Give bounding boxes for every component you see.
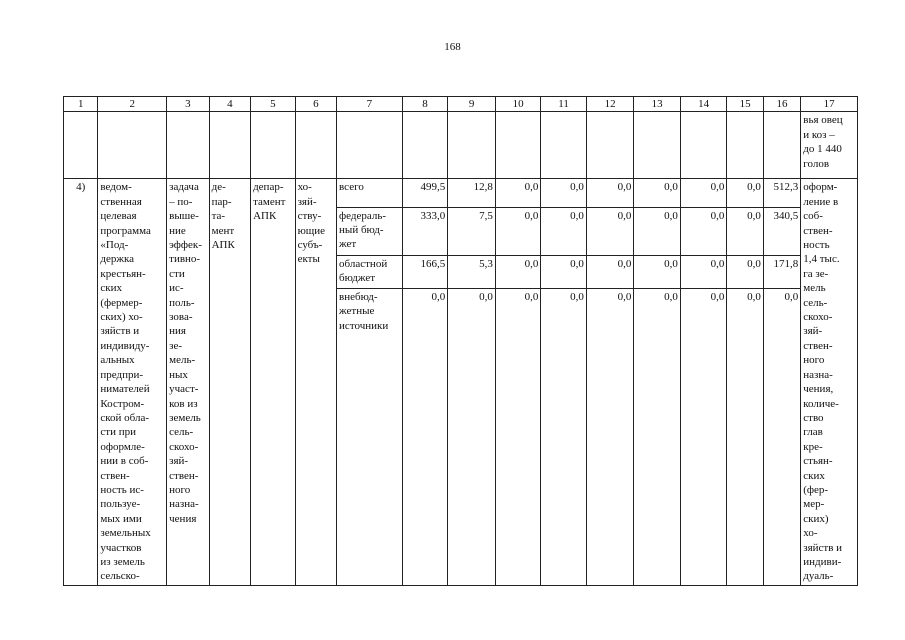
value-cell: 0,0 (680, 207, 727, 255)
table-row (64, 179, 858, 207)
header-cell-4: 4 (209, 97, 250, 112)
value-cell: 0,0 (541, 288, 587, 585)
value-cell: 0,0 (680, 288, 727, 585)
funding-source: внебюд- жетные источники (337, 288, 403, 585)
value-cell: 0,0 (586, 288, 634, 585)
value-cell: 0,0 (727, 179, 763, 207)
value-cell: 0,0 (402, 288, 448, 585)
program-table (63, 96, 858, 586)
header-cell-5: 5 (251, 97, 296, 112)
header-cell-3: 3 (167, 97, 209, 112)
value-cell: 166,5 (402, 255, 448, 288)
funding-source: всего (337, 179, 403, 207)
target-indicator: оформ- ление в соб- ствен- ность 1,4 тыс. га зе- мель сель- скохо- зяй- ствен- ного назна- чения, количе- ство глав кре- стьян- ских (фер- мер- ских) хо- зяйств и индиви- дуаль- (801, 179, 858, 585)
value-cell: 0,0 (495, 179, 541, 207)
participants: хо- зяй- ству- ющие субъ- екты (295, 179, 336, 585)
value-cell: 0,0 (448, 288, 496, 585)
value-cell: 0,0 (634, 207, 681, 255)
funding-source: федераль- ный бюд- жет (337, 207, 403, 255)
continuation-row (64, 112, 858, 179)
value-cell: 0,0 (634, 255, 681, 288)
executor-department: депар- тамент АПК (251, 179, 296, 585)
value-cell: 0,0 (586, 179, 634, 207)
value-cell: 0,0 (727, 207, 763, 255)
value-cell: 512,3 (763, 179, 800, 207)
value-cell: 0,0 (541, 255, 587, 288)
header-cell-15: 15 (727, 97, 763, 112)
program-name: ведом- ственная целевая программа «Под- держка крестьян- ских (фермер- ских) хо- зяйств и индивиду- альных предпри- нимателей Костром- ской обла- сти при оформле- нии в соб- ствен- ность ис- пользуе- мых ими земельных участков из земель сельско- (98, 179, 167, 585)
value-cell: 0,0 (586, 207, 634, 255)
value-cell: 12,8 (448, 179, 496, 207)
header-row (64, 97, 858, 112)
header-cell-10: 10 (495, 97, 541, 112)
value-cell: 7,5 (448, 207, 496, 255)
value-cell: 0,0 (586, 255, 634, 288)
continuation-indicator: вья овец и коз – до 1 440 голов (801, 112, 858, 179)
value-cell: 171,8 (763, 255, 800, 288)
value-cell: 0,0 (727, 288, 763, 585)
header-cell-14: 14 (680, 97, 727, 112)
value-cell: 0,0 (495, 288, 541, 585)
value-cell: 0,0 (495, 207, 541, 255)
header-cell-7: 7 (337, 97, 403, 112)
value-cell: 0,0 (680, 179, 727, 207)
page-number: 168 (444, 41, 461, 53)
program-task: задача – по- выше- ние эффек- тивно- сти ис- поль- зова- ния зе- мель- ных участ- ков из земель сель- скохо- зяй- ствен- ного назна- чения (167, 179, 209, 585)
header-cell-16: 16 (763, 97, 800, 112)
header-cell-8: 8 (402, 97, 448, 112)
value-cell: 0,0 (634, 179, 681, 207)
value-cell: 0,0 (727, 255, 763, 288)
header-cell-6: 6 (295, 97, 336, 112)
value-cell: 0,0 (541, 179, 587, 207)
value-cell: 499,5 (402, 179, 448, 207)
value-cell: 0,0 (634, 288, 681, 585)
header-cell-9: 9 (448, 97, 496, 112)
header-cell-11: 11 (541, 97, 587, 112)
responsible-department: де- пар- та- мент АПК (209, 179, 250, 585)
header-cell-17: 17 (801, 97, 858, 112)
header-cell-1: 1 (64, 97, 98, 112)
value-cell: 0,0 (680, 255, 727, 288)
value-cell: 0,0 (495, 255, 541, 288)
header-cell-13: 13 (634, 97, 681, 112)
header-cell-2: 2 (98, 97, 167, 112)
header-cell-12: 12 (586, 97, 634, 112)
value-cell: 340,5 (763, 207, 800, 255)
value-cell: 333,0 (402, 207, 448, 255)
value-cell: 5,3 (448, 255, 496, 288)
funding-source: областной бюджет (337, 255, 403, 288)
row-number: 4) (64, 179, 98, 585)
value-cell: 0,0 (541, 207, 587, 255)
value-cell: 0,0 (763, 288, 800, 585)
